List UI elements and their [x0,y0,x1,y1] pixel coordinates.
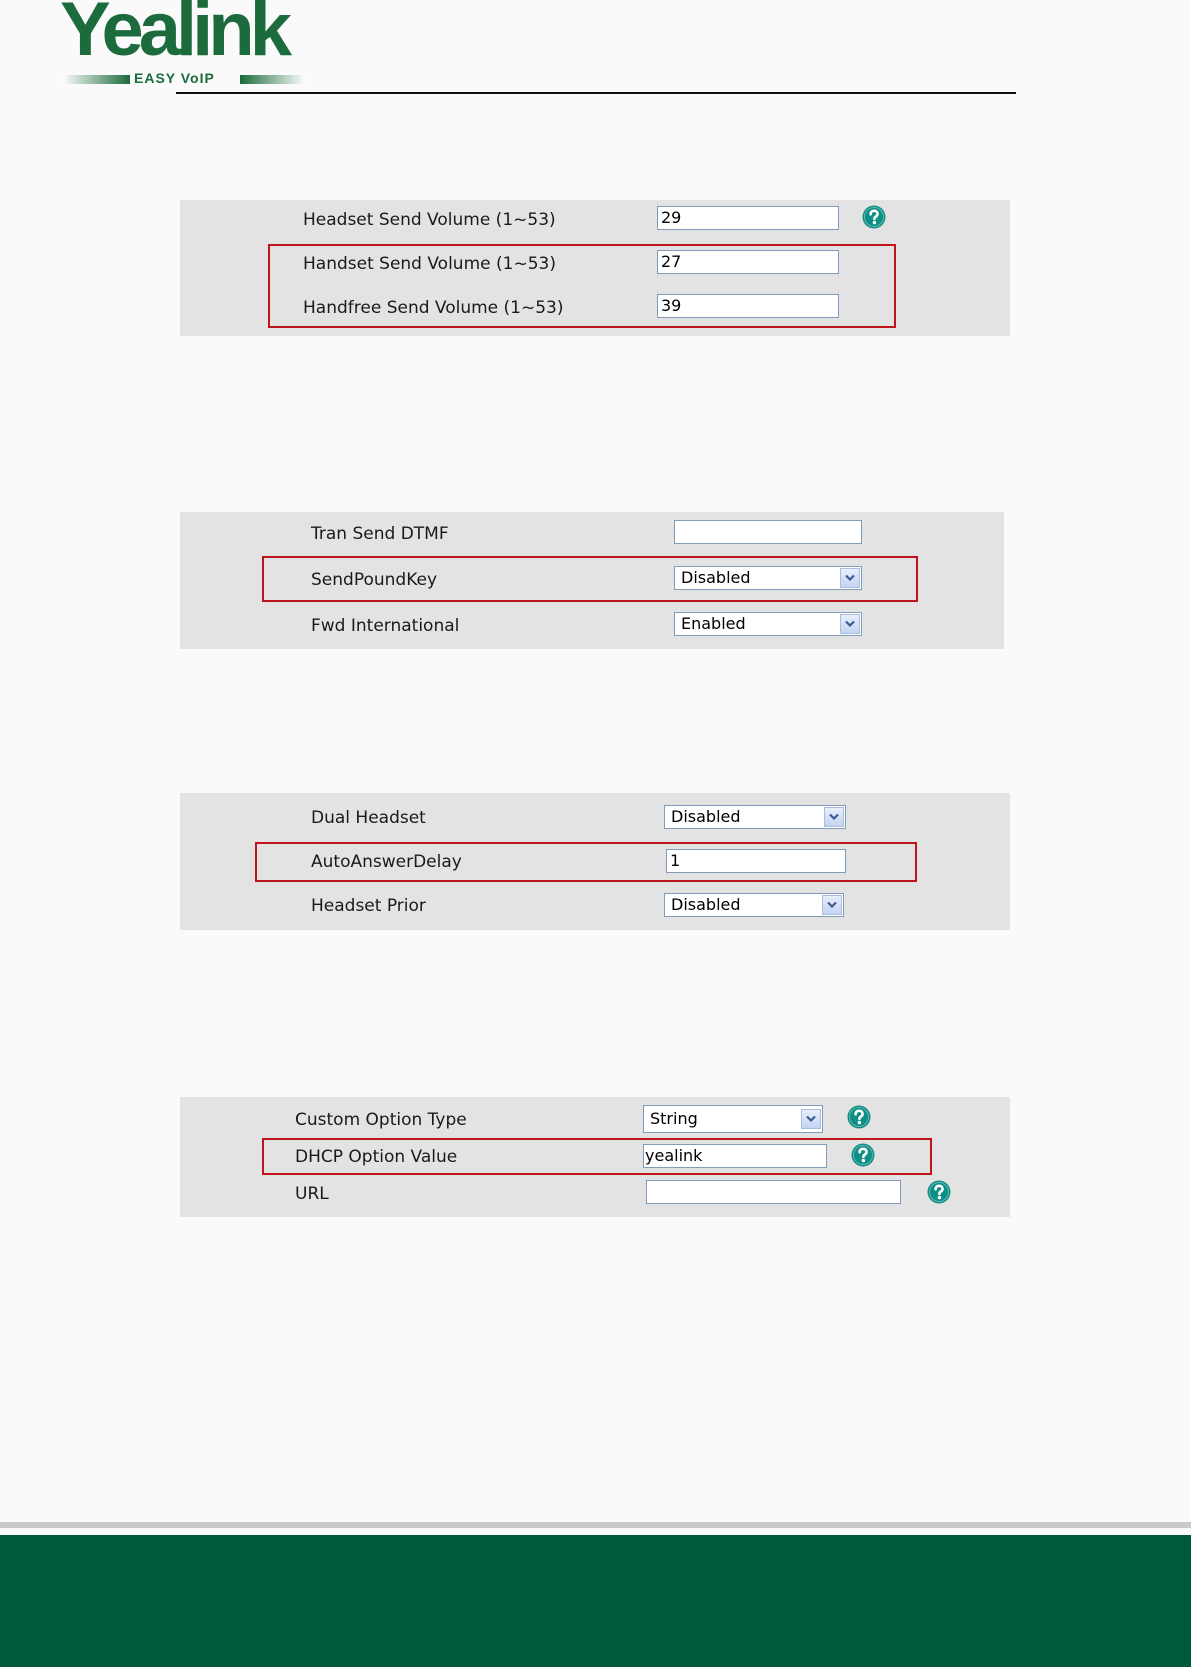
volume-settings-panel [180,200,1010,336]
handfree-send-volume-label: Handfree Send Volume (1~53) [303,298,564,318]
yealink-logo [58,0,308,90]
header-rule [176,92,1016,94]
dual-headset-label: Dual Headset [311,808,426,828]
dhcp-settings-panel [180,1097,1010,1217]
question-mark-icon[interactable] [847,1105,871,1129]
chevron-down-icon[interactable] [840,614,860,634]
highlight-box [262,1138,932,1175]
footer-separator [0,1522,1191,1528]
handset-send-volume-input[interactable]: 27 [657,250,839,274]
custom-option-type-label: Custom Option Type [295,1110,467,1130]
tran-send-dtmf-input[interactable] [674,520,862,544]
url-label: URL [295,1184,329,1204]
dhcp-option-value-input[interactable]: yealink [643,1144,827,1168]
logo-bar-left [62,75,130,84]
headset-prior-label: Headset Prior [311,896,426,916]
headset-prior-select[interactable] [664,893,844,917]
logo-tagline-bar [62,72,358,86]
url-input[interactable] [646,1180,901,1204]
highlight-box [262,556,918,602]
headset-settings-panel [180,793,1010,930]
auto-answer-delay-input[interactable]: 1 [666,849,846,873]
chevron-down-icon[interactable] [822,895,842,915]
send-pound-key-value: Disabled [681,568,751,587]
fwd-international-value: Enabled [681,614,746,633]
tran-send-dtmf-label: Tran Send DTMF [311,524,449,544]
logo-bar-right [240,75,306,84]
fwd-international-label: Fwd International [311,616,460,636]
headset-prior-value: Disabled [671,895,741,914]
logo-tagline: EASY VoIP [134,70,215,86]
headset-send-volume-label: Headset Send Volume (1~53) [303,210,556,230]
fwd-international-select[interactable] [674,612,862,636]
headset-send-volume-input[interactable]: 29 [657,206,839,230]
footer-band [0,1535,1191,1667]
dual-headset-select[interactable] [664,805,846,829]
logo-wordmark: Yealink [60,0,287,72]
custom-option-type-select[interactable] [643,1105,823,1133]
question-mark-icon[interactable] [927,1180,951,1204]
auto-answer-delay-label: AutoAnswerDelay [311,852,462,872]
dhcp-option-value-label: DHCP Option Value [295,1147,458,1167]
handfree-send-volume-input[interactable]: 39 [657,294,839,318]
highlight-box [255,842,917,882]
question-mark-icon[interactable] [862,205,886,229]
custom-option-type-value: String [650,1109,698,1128]
dtmf-settings-panel [180,512,1004,649]
send-pound-key-label: SendPoundKey [311,570,438,590]
dual-headset-value: Disabled [671,807,741,826]
highlight-box [268,244,896,328]
handset-send-volume-label: Handset Send Volume (1~53) [303,254,556,274]
chevron-down-icon[interactable] [801,1109,821,1129]
chevron-down-icon[interactable] [824,807,844,827]
